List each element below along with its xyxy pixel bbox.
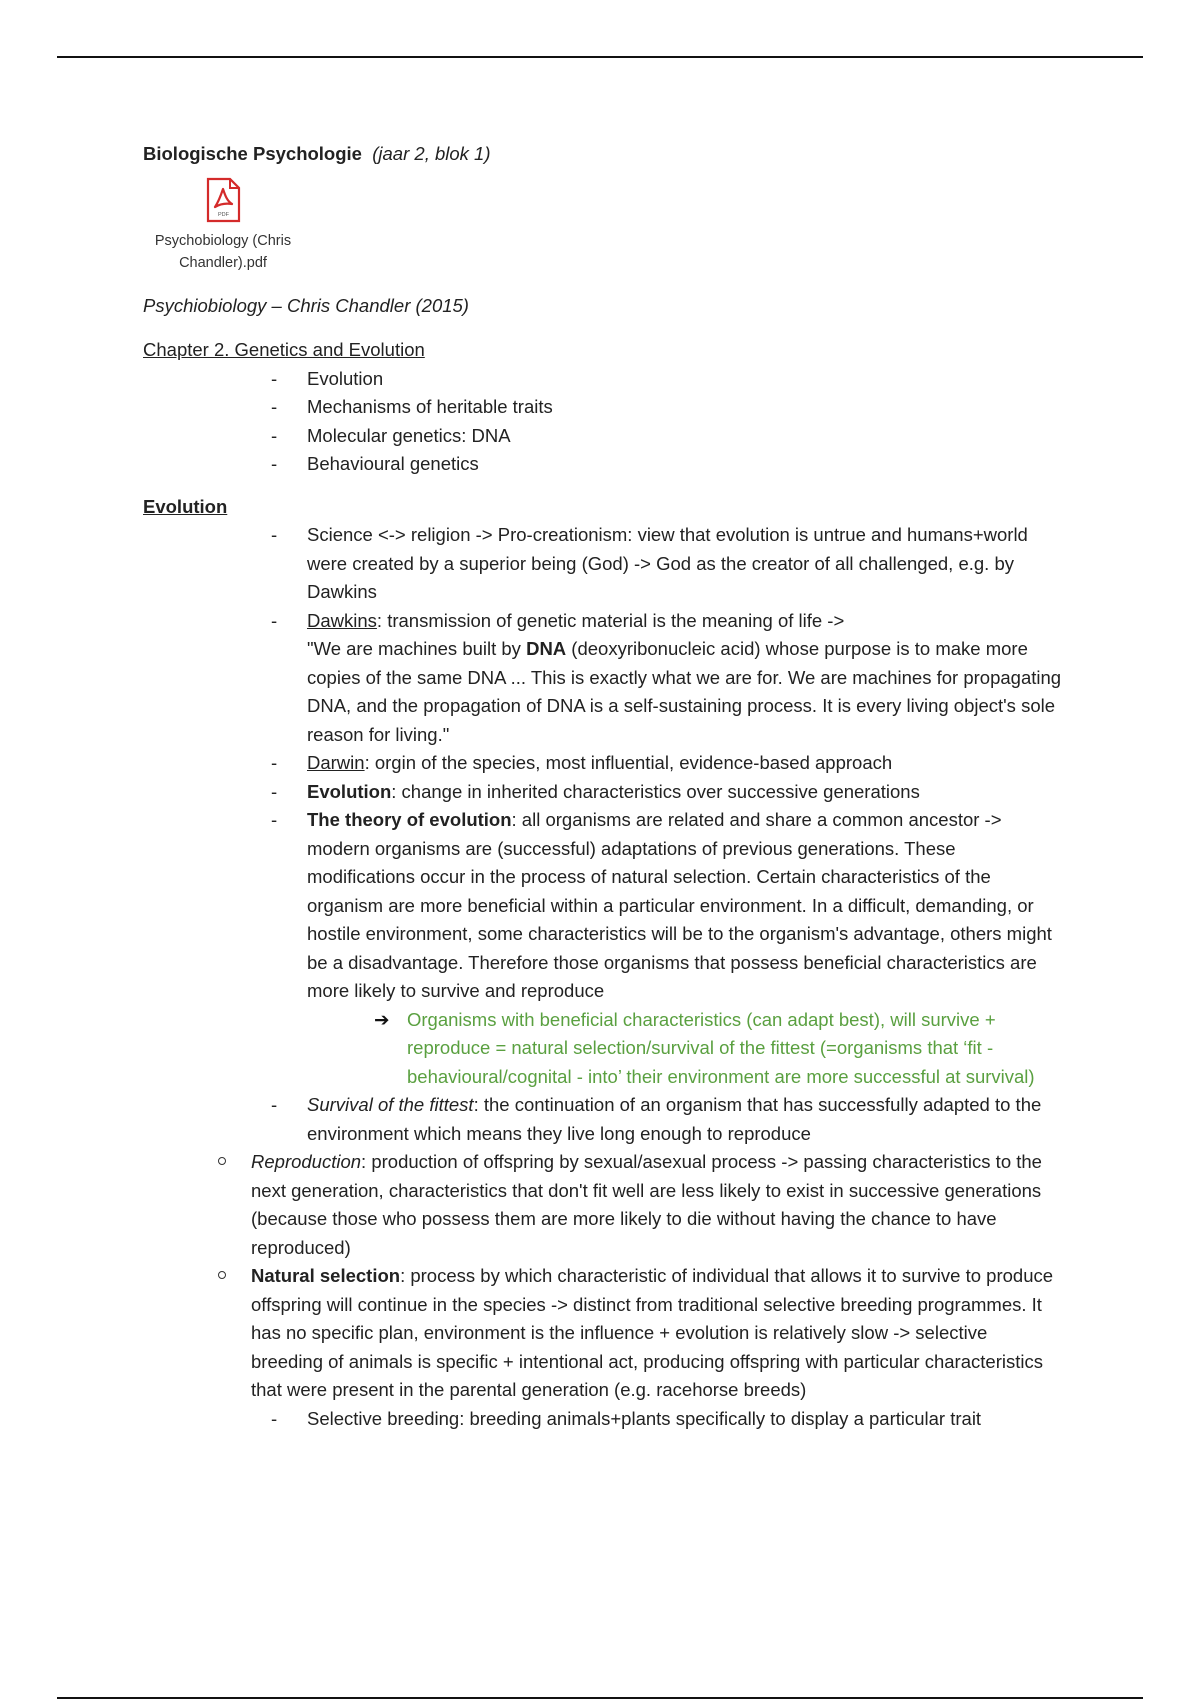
- natural-selection-term: Natural selection: [251, 1265, 401, 1286]
- survival-term: Survival of the fittest: [307, 1094, 474, 1115]
- list-item: [143, 806, 1063, 1006]
- dna-term: DNA: [526, 638, 567, 659]
- list-item: - Molecular genetics: DNA: [143, 422, 1063, 451]
- list-item: [143, 1148, 1063, 1262]
- list-item: [143, 1091, 1063, 1148]
- arrow-note: [143, 1006, 1063, 1092]
- list-item: [143, 1262, 1063, 1405]
- list-item: [143, 749, 1063, 778]
- circle-bullet-icon: [218, 1271, 226, 1279]
- pdf-attachment[interactable]: [143, 177, 303, 274]
- pdf-file-icon[interactable]: [204, 177, 242, 230]
- arrow-note-text: Organisms with beneficial characteristics (can adapt best), will survive + reproduce = natural selection/survival of the fittest (=organisms that ‘fit - behavioural/cognital - into’ their environment are more successful at survival): [407, 1008, 1035, 1087]
- attachment-name-line1: Psychobiology (Chris: [154, 232, 292, 249]
- theory-term: The theory of evolution: [307, 809, 512, 830]
- list-item: [143, 607, 1063, 750]
- selective-breeding-list: [143, 1405, 1063, 1434]
- list-item: - Selective breeding: breeding animals+plants specifically to display a particular trait: [143, 1405, 1063, 1434]
- evolution-definition: : change in inherited characteristics over successive generations: [391, 780, 920, 802]
- darwin-text: : orgin of the species, most influential, evidence-based approach: [364, 752, 893, 773]
- list-item: - Behavioural genetics: [143, 450, 1063, 479]
- attachment-name-line2: Chandler).pdf: [179, 254, 267, 271]
- survival-text: : the continuation of an organism that has successfully adapted to the environment which means they live long enough to reproduce: [307, 1094, 1042, 1144]
- dawkins-text: : transmission of genetic material is the meaning of life ->: [376, 609, 845, 631]
- survival-list: [143, 1091, 1063, 1148]
- evolution-notes-list: [143, 521, 1063, 1006]
- dawkins-term: Dawkins: [307, 609, 377, 631]
- darwin-term: Darwin: [307, 752, 365, 773]
- evolution-term: Evolution: [307, 780, 392, 802]
- list-item: - Evolution: [143, 365, 1063, 394]
- title-text: Biologische Psychologie: [143, 143, 362, 164]
- title-subtitle: (jaar 2, blok 1): [372, 143, 491, 164]
- book-reference: Psychiobiology – Chris Chandler (2015): [143, 294, 469, 316]
- page-title: [143, 140, 1063, 169]
- reproduction-text: : production of offspring by sexual/asexual process -> passing characteristics to the next generation, characteristics that don't fit well are less likely to exist in successive generations (because those who possess them are more likely to die without having the chance to have reproduced): [251, 1151, 1042, 1258]
- science-religion-note: Science <-> religion -> Pro-creationism: view that evolution is untrue and humans+world were created by a superior being (God) -> God as the creator of all challenged, e.g. by Dawkins: [307, 524, 1028, 602]
- bottom-rule: [57, 1697, 1143, 1699]
- section-heading: Evolution: [143, 495, 228, 517]
- dawkins-quote-rest: (deoxyribonucleic acid) whose purpose is to make more copies of the same DNA ... This is exactly what we are for. We are machines for propagating DNA, and the propagation of DNA is a self-sustaining process. It is every living object's sole reason for living.": [307, 638, 1062, 745]
- list-item: [143, 778, 1063, 807]
- svg-text:PDF: PDF: [218, 211, 229, 218]
- chapter-topic-list: [143, 365, 1063, 479]
- dawkins-quote-start: "We are machines built by: [307, 638, 527, 659]
- circle-bullet-icon: [218, 1157, 226, 1165]
- chapter-title: Chapter 2. Genetics and Evolution: [143, 339, 425, 360]
- natural-selection-text: : process by which characteristic of individual that allows it to survive to produce offspring will continue in the species -> distinct from traditional selective breeding programmes. It has no specific plan, environment is the influence + evolution is relatively slow -> selective breeding of animals is specific + intentional act, producing offspring with particular characteristics that were present in the parental generation (e.g. racehorse breeds): [251, 1265, 1054, 1400]
- theory-text: : all organisms are related and share a common ancestor -> modern organisms are (successful) adaptations of previous generations. These modifications occur in the process of natural selection. Certain characteristics of the organism are more beneficial within a particular environment. In a difficult, demanding, or hostile environment, some characteristics will be to the organism's advantage, others might be a disadvantage. Therefore those organisms that possess beneficial characteristics are more likely to survive and reproduce: [307, 809, 1052, 1001]
- document-body: [143, 140, 1063, 1433]
- reproduction-term: Reproduction: [251, 1151, 362, 1172]
- top-rule: [57, 56, 1143, 58]
- list-item: - Mechanisms of heritable traits: [143, 393, 1063, 422]
- list-item: [143, 521, 1063, 607]
- right-arrow-icon: ➔: [374, 1008, 390, 1030]
